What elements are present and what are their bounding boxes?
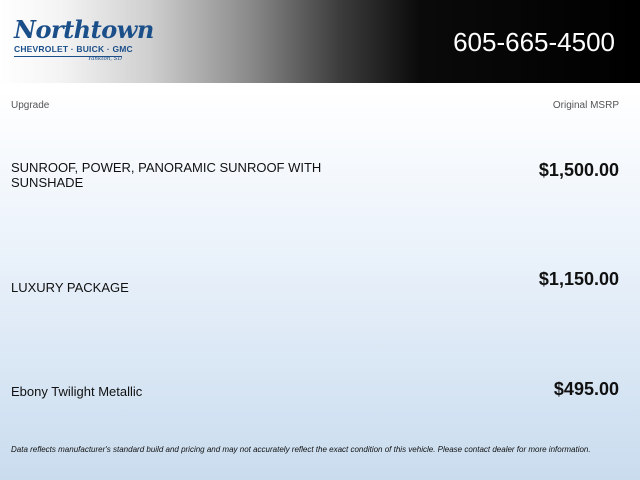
dealer-logo[interactable] <box>12 15 154 64</box>
header-banner <box>0 0 640 83</box>
upgrade-item-price: $1,150.00 <box>538 269 619 289</box>
msrp-column-header: Original MSRP <box>552 100 619 111</box>
logo-brands: CHEVROLET · BUICK · GMC <box>14 44 133 54</box>
dealer-phone-number[interactable]: 605-665-4500 <box>453 27 615 57</box>
logo-city: Yankton, SD <box>87 56 122 62</box>
upgrade-column-header: Upgrade <box>11 100 50 111</box>
upgrade-item-name: SUNROOF, POWER, PANORAMIC SUNROOF WITH SUNSHADE <box>11 160 322 190</box>
upgrade-item-price: $1,500.00 <box>538 160 619 180</box>
logo-name: Northtown <box>14 15 154 44</box>
upgrade-item-name: LUXURY PACKAGE <box>11 280 129 295</box>
pricing-disclaimer: Data reflects manufacturer's standard build and pricing and may not accurately reflect the exact condition of this vehicle. Please contact dealer for more information. <box>11 445 591 454</box>
upgrade-item-price: $495.00 <box>553 379 619 399</box>
upgrade-item-name: Ebony Twilight Metallic <box>11 384 143 399</box>
